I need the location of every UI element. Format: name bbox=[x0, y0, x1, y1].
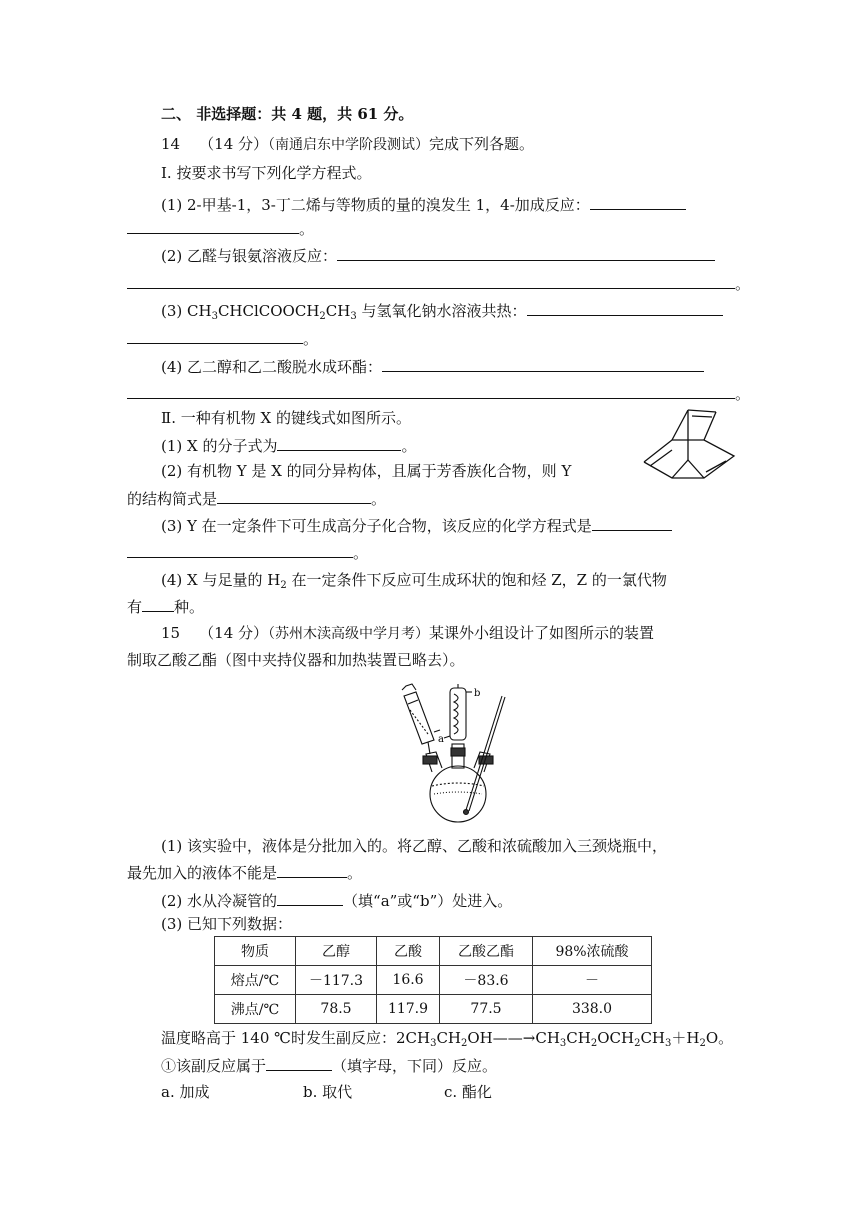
formula-sub: 3 bbox=[665, 1038, 672, 1049]
table-cell: －117.3 bbox=[296, 966, 377, 995]
answer-blank[interactable] bbox=[142, 596, 174, 612]
formula-part: (3) CH bbox=[161, 302, 212, 320]
answer-blank[interactable] bbox=[127, 328, 303, 344]
formula-sub: 3 bbox=[211, 311, 218, 322]
answer-blank[interactable] bbox=[217, 488, 371, 504]
q15-item-3: (3) 已知下列数据： bbox=[161, 915, 293, 933]
item-3-prompt bbox=[161, 300, 723, 321]
question-number: 14 bbox=[161, 135, 181, 153]
answer-blank[interactable] bbox=[127, 273, 735, 289]
answer-blank[interactable] bbox=[127, 218, 299, 234]
formula-sub: 2 bbox=[280, 580, 287, 591]
formula-sub: 2 bbox=[699, 1038, 706, 1049]
part-2-item-4-line-1 bbox=[161, 570, 667, 590]
table-header-cell: 乙酸乙酯 bbox=[440, 937, 533, 966]
question-14-header bbox=[161, 134, 534, 155]
side-reaction-equation bbox=[161, 1028, 733, 1048]
table-cell: －83.6 bbox=[440, 966, 533, 995]
formula-sub: 2 bbox=[634, 1038, 641, 1049]
item-2-text: (2) 乙醛与银氨溶液反应： bbox=[161, 247, 338, 265]
formula-sub: 3 bbox=[430, 1038, 437, 1049]
item-4-text: (4) 乙二醇和乙二酸脱水成环酯： bbox=[161, 358, 383, 376]
table-header-cell: 乙醇 bbox=[296, 937, 377, 966]
equation-part: CH bbox=[640, 1029, 666, 1047]
answer-blank[interactable] bbox=[127, 542, 353, 558]
equation-part: 温度略高于 140 ℃时发生副反应：2CH bbox=[161, 1029, 431, 1047]
option-b[interactable]: b. 取代 bbox=[303, 1083, 353, 1101]
answer-blank[interactable] bbox=[277, 862, 347, 878]
table-header-cell: 98%浓硫酸 bbox=[533, 937, 652, 966]
reaction-arrow: ——→ bbox=[492, 1029, 536, 1047]
answer-blank[interactable] bbox=[277, 890, 343, 906]
answer-blank[interactable] bbox=[127, 383, 735, 399]
answer-blank[interactable] bbox=[527, 300, 723, 316]
sub-question-text: （填字母，下同）反应。 bbox=[332, 1057, 498, 1075]
equation-part: CH bbox=[436, 1029, 461, 1047]
table-cell: 338.0 bbox=[533, 995, 652, 1024]
equation-part: O。 bbox=[705, 1029, 734, 1047]
answer-blank[interactable] bbox=[592, 515, 672, 531]
part-2-item-4-line-2 bbox=[127, 596, 204, 617]
answer-blank[interactable] bbox=[590, 194, 686, 210]
part-2-item-3-line-2 bbox=[127, 542, 368, 563]
molecule-x-structure bbox=[632, 404, 744, 488]
table-header-cell: 乙酸 bbox=[377, 937, 440, 966]
part-2-item-4-text: 有 bbox=[127, 598, 143, 616]
option-a[interactable]: a. 加成 bbox=[161, 1083, 210, 1101]
answer-blank[interactable] bbox=[277, 435, 401, 451]
formula-sub: 2 bbox=[461, 1038, 468, 1049]
item-1-prompt bbox=[161, 194, 686, 215]
end-mark: 。 bbox=[347, 864, 363, 882]
table-row bbox=[215, 995, 652, 1024]
table-cell: 78.5 bbox=[296, 995, 377, 1024]
equation-part: OH bbox=[467, 1029, 493, 1047]
part-2-item-4-text: (4) X 与足量的 H bbox=[161, 571, 281, 589]
question-source: （苏州木渎高级中学月考） bbox=[268, 626, 430, 642]
option-c[interactable]: c. 酯化 bbox=[444, 1083, 492, 1101]
answer-blank[interactable] bbox=[266, 1055, 332, 1071]
part-2-item-3-text: (3) Y 在一定条件下可生成高分子化合物，该反应的化学方程式是 bbox=[161, 517, 592, 535]
question-15-prompt-line-2: 制取乙酸乙酯（图中夹持仪器和加热装置已略去）。 bbox=[127, 651, 465, 669]
esterification-apparatus-figure bbox=[390, 682, 520, 824]
q15-item-2-text: (2) 水从冷凝管的 bbox=[161, 892, 278, 910]
table-row bbox=[215, 966, 652, 995]
part-2-title: Ⅱ. 一种有机物 X 的键线式如图所示。 bbox=[161, 409, 411, 427]
item-1-text: (1) 2-甲基-1，3-丁二烯与等物质的量的溴发生 1，4-加成反应： bbox=[161, 196, 590, 214]
formula-part: CHClCOOCH bbox=[217, 302, 320, 320]
end-mark: 。 bbox=[303, 330, 319, 348]
equation-part: CH bbox=[535, 1029, 560, 1047]
question-points: （14 分） bbox=[199, 135, 269, 153]
end-mark: 。 bbox=[735, 275, 751, 293]
formula-sub: 3 bbox=[350, 311, 357, 322]
table-cell: 沸点/℃ bbox=[215, 995, 296, 1024]
end-mark: 。 bbox=[735, 385, 751, 403]
part-2-item-1-text: (1) X 的分子式为 bbox=[161, 437, 278, 455]
physical-properties-table bbox=[214, 936, 652, 1024]
q15-item-2-text: （填“a”或“b”）处进入。 bbox=[343, 892, 513, 910]
end-mark: 。 bbox=[353, 544, 369, 562]
part-2-item-4-text: 在一定条件下反应可生成环状的饱和烃 Z，Z 的一氯代物 bbox=[286, 571, 667, 589]
q15-item-1-text: 最先加入的液体不能是 bbox=[127, 864, 278, 882]
section-heading: 二、 非选择题：共 4 题，共 61 分。 bbox=[161, 105, 414, 123]
q15-item-1-line-1: (1) 该实验中，液体是分批加入的。将乙醇、乙酸和浓硫酸加入三颈烧瓶中， bbox=[161, 837, 668, 855]
item-4-prompt bbox=[161, 356, 704, 377]
item-2-continuation bbox=[127, 273, 750, 294]
question-source: （南通启东中学阶段测试） bbox=[268, 137, 430, 153]
item-2-prompt bbox=[161, 245, 715, 266]
answer-blank[interactable] bbox=[337, 245, 715, 261]
item-3-text: 与氢氧化钠水溶液共热： bbox=[356, 302, 527, 320]
part-1-title: Ⅰ. 按要求书写下列化学方程式。 bbox=[161, 164, 372, 182]
question-prompt: 完成下列各题。 bbox=[429, 135, 535, 153]
formula-sub: 2 bbox=[590, 1038, 598, 1049]
item-1-continuation bbox=[127, 218, 314, 239]
equation-part: OCH bbox=[597, 1029, 635, 1047]
question-number: 15 bbox=[161, 624, 181, 642]
question-15-header bbox=[161, 623, 654, 644]
equation-part: CH bbox=[566, 1029, 591, 1047]
part-2-item-3-line-1 bbox=[161, 515, 672, 536]
equation-part: ＋H bbox=[671, 1029, 700, 1047]
end-mark: 。 bbox=[371, 490, 387, 508]
formula-part: CH bbox=[325, 302, 351, 320]
part-2-item-4-text: 种。 bbox=[174, 598, 205, 616]
inlet-label-b: b bbox=[474, 688, 481, 699]
table-header-cell: 物质 bbox=[215, 937, 296, 966]
table-cell: 16.6 bbox=[377, 966, 440, 995]
sub-question-text: ①该副反应属于 bbox=[161, 1057, 267, 1075]
part-2-item-2-text: 的结构简式是 bbox=[127, 490, 218, 508]
question-points: （14 分） bbox=[199, 624, 269, 642]
q15-item-2 bbox=[161, 890, 512, 911]
question-prompt: 某课外小组设计了如图所示的装置 bbox=[429, 624, 655, 642]
part-2-item-2-line-1: (2) 有机物 Y 是 X 的同分异构体，且属于芳香族化合物，则 Y bbox=[161, 462, 572, 480]
table-cell: 熔点/℃ bbox=[215, 966, 296, 995]
q15-item-1-line-2 bbox=[127, 862, 362, 883]
table-cell: － bbox=[533, 966, 652, 995]
table-cell: 117.9 bbox=[377, 995, 440, 1024]
table-header-row bbox=[215, 937, 652, 966]
end-mark: 。 bbox=[299, 220, 315, 238]
table-cell: 77.5 bbox=[440, 995, 533, 1024]
part-2-item-1 bbox=[161, 435, 416, 456]
inlet-label-a: a bbox=[438, 734, 444, 745]
formula-sub: 3 bbox=[559, 1038, 567, 1049]
part-2-item-2-line-2 bbox=[127, 488, 386, 509]
end-mark: 。 bbox=[401, 437, 417, 455]
item-3-continuation bbox=[127, 328, 318, 349]
sub-question-1 bbox=[161, 1055, 497, 1076]
answer-blank[interactable] bbox=[382, 356, 704, 372]
formula-sub: 2 bbox=[319, 311, 326, 322]
item-4-continuation bbox=[127, 383, 750, 404]
